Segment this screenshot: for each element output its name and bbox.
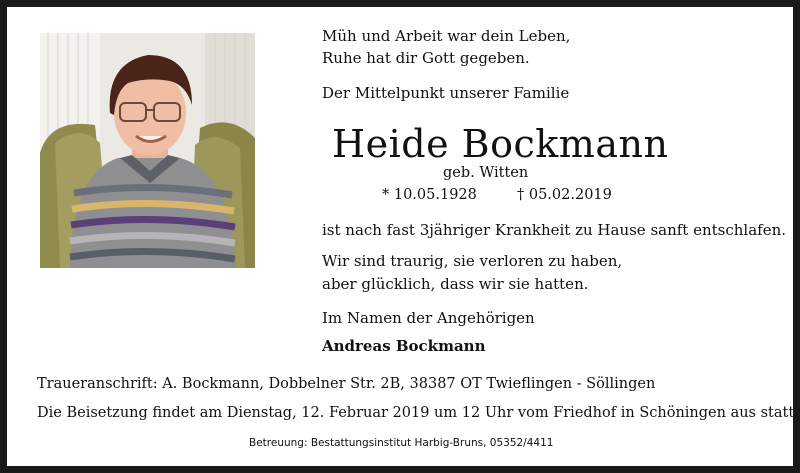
closing-line-1: Wir sind traurig, sie verloren zu haben, (322, 252, 623, 270)
portrait-photo (40, 33, 255, 268)
funeral-home-credit: Betreuung: Bestattungsinstitut Harbig-Bruns, 05352/4411 (249, 437, 554, 449)
maiden-name: geb. Witten (443, 165, 529, 181)
passing-message: ist nach fast 3jähriger Krankheit zu Hause sanft entschlafen. (322, 221, 787, 239)
verse-line-1: Müh und Arbeit war dein Leben, (322, 27, 571, 45)
death-date: † 05.02.2019 (517, 187, 612, 203)
signoff-phrase: Im Namen der Angehörigen (322, 309, 535, 327)
deceased-name: Heide Bockmann (332, 122, 669, 166)
mourning-address: Traueranschrift: A. Bockmann, Dobbelner Str. 2B, 38387 OT Twieflingen - Söllingen (37, 376, 656, 392)
intro-line: Der Mittelpunkt unserer Familie (322, 84, 570, 102)
burial-info: Die Beisetzung findet am Dienstag, 12. Februar 2019 um 12 Uhr vom Friedhof in Schöningen aus statt. (37, 405, 799, 421)
closing-line-2: aber glücklich, dass wir sie hatten. (322, 275, 589, 293)
birth-date: * 10.05.1928 (382, 187, 477, 203)
signer-name: Andreas Bockmann (322, 337, 486, 355)
verse-line-2: Ruhe hat dir Gott gegeben. (322, 49, 530, 67)
